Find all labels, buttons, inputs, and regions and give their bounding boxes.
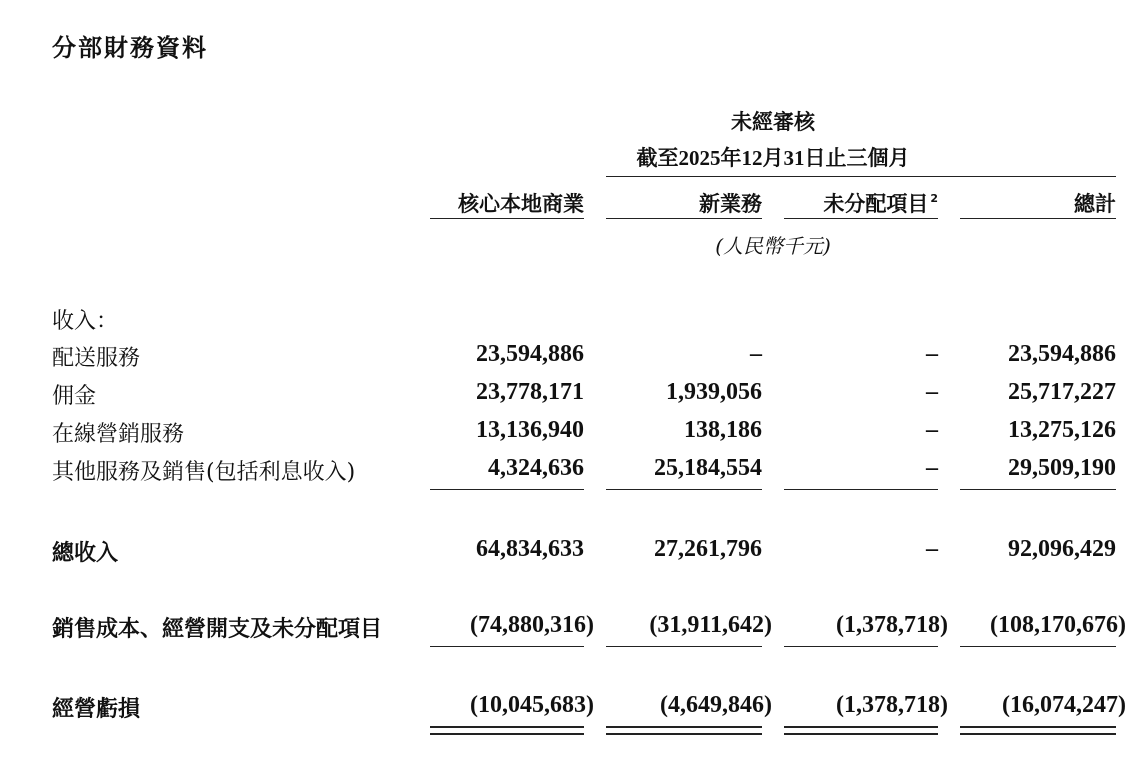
cell-core-local: (74,880,316) xyxy=(470,612,594,638)
header-rule xyxy=(606,176,1116,177)
cell-core-local: 23,778,171 xyxy=(476,379,584,405)
cell-core-local: 13,136,940 xyxy=(476,417,584,443)
cell-total: (16,074,247) xyxy=(1002,692,1126,718)
cell-core-local: 4,324,636 xyxy=(488,455,584,481)
row-label: 其他服務及銷售(包括利息收入) xyxy=(52,460,356,485)
subtotal-rule xyxy=(430,646,584,647)
row-label: 在線營銷服務 xyxy=(52,422,185,447)
cell-new-business: 138,186 xyxy=(684,417,762,443)
cell-total: 13,275,126 xyxy=(1008,417,1116,443)
cell-unallocated: (1,378,718) xyxy=(836,692,948,718)
column-header-core-local: 核心本地商業 xyxy=(458,192,584,216)
period-heading: 截至2025年12月31日止三個月 xyxy=(636,146,910,170)
cell-total: 92,096,429 xyxy=(1008,536,1116,562)
costs-label: 銷售成本、經營開支及未分配項目 xyxy=(52,617,383,642)
column-header-unallocated: 未分配項目 $^2$ xyxy=(823,192,938,216)
column-header-total: 總計 xyxy=(1074,192,1116,216)
subtotal-rule xyxy=(606,646,762,647)
page-title: 分部財務資料 xyxy=(52,34,208,62)
subtotal-rule xyxy=(960,489,1116,490)
footnote-marker: 2 xyxy=(930,192,938,205)
cell-new-business: (31,911,642) xyxy=(649,612,772,638)
row-label: 佣金 xyxy=(52,384,97,409)
cell-unallocated: – xyxy=(926,536,938,562)
subtotal-rule xyxy=(784,646,938,647)
column-rule xyxy=(784,218,938,219)
subtotal-rule xyxy=(430,489,584,490)
double-rule xyxy=(606,726,762,735)
column-header-new-business: 新業務 xyxy=(699,192,762,216)
column-rule xyxy=(606,218,762,219)
cell-new-business: (4,649,846) xyxy=(660,692,772,718)
cell-unallocated: – xyxy=(926,455,938,481)
cell-core-local: (10,045,683) xyxy=(470,692,594,718)
cell-total: 23,594,886 xyxy=(1008,341,1116,367)
revenue-section-label: 收入： xyxy=(52,309,119,334)
cell-unallocated: – xyxy=(926,341,938,367)
cell-total: 29,509,190 xyxy=(1008,455,1116,481)
audit-status: 未經審核 xyxy=(731,110,815,134)
cell-unallocated: – xyxy=(926,417,938,443)
total-revenue-label: 總收入 xyxy=(52,541,119,566)
cell-new-business: 1,939,056 xyxy=(666,379,762,405)
cell-unallocated: (1,378,718) xyxy=(836,612,948,638)
cell-unallocated: – xyxy=(926,379,938,405)
subtotal-rule xyxy=(784,489,938,490)
cell-new-business: – xyxy=(750,341,762,367)
column-rule xyxy=(430,218,584,219)
double-rule xyxy=(430,726,584,735)
double-rule xyxy=(784,726,938,735)
cell-core-local: 23,594,886 xyxy=(476,341,584,367)
cell-total: 25,717,227 xyxy=(1008,379,1116,405)
double-rule xyxy=(960,726,1116,735)
subtotal-rule xyxy=(960,646,1116,647)
cell-total: (108,170,676) xyxy=(990,612,1126,638)
operating-loss-label: 經營虧損 xyxy=(52,697,141,722)
unit-label: (人民幣千元) xyxy=(715,234,831,258)
subtotal-rule xyxy=(606,489,762,490)
cell-new-business: 27,261,796 xyxy=(654,536,762,562)
row-label: 配送服務 xyxy=(52,346,141,371)
column-rule xyxy=(960,218,1116,219)
cell-core-local: 64,834,633 xyxy=(476,536,584,562)
cell-new-business: 25,184,554 xyxy=(654,455,762,481)
